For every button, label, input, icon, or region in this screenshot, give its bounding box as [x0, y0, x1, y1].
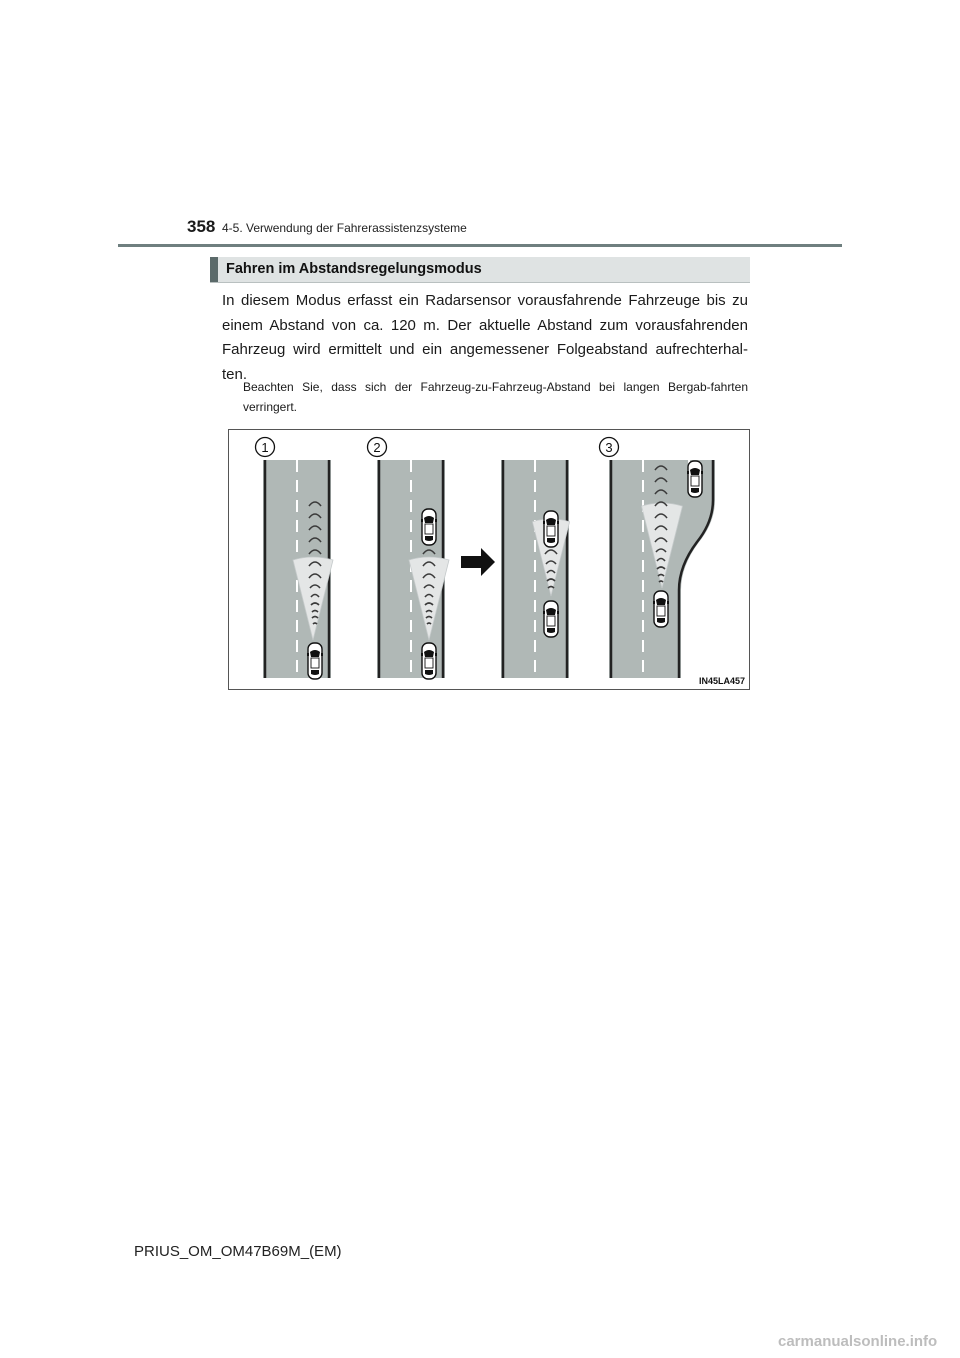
radar-illustration	[228, 429, 750, 690]
callout-2-label: 2	[373, 440, 381, 455]
page-number: 358	[187, 217, 216, 236]
footer-document-code: PRIUS_OM_OM47B69M_(EM)	[134, 1243, 342, 1260]
section-heading-bar	[210, 257, 750, 283]
note-paragraph: Beachten Sie, dass sich der Fahrzeug-zu-Fahrzeug-Abstand bei langen Bergab-fahrten verringert.	[243, 380, 748, 414]
header-divider	[118, 244, 842, 247]
heading-accent	[210, 257, 218, 282]
section-title: 4-5. Verwendung der Fahrerassistenzsysteme	[222, 221, 467, 235]
callout-3-label: 3	[605, 440, 613, 455]
section-heading: Fahren im Abstandsregelungsmodus	[226, 261, 482, 277]
callout-1-label: 1	[261, 440, 269, 455]
watermark: carmanualsonline.info	[778, 1333, 938, 1350]
body-paragraph: In diesem Modus erfasst ein Radarsensor vorausfahrende Fahrzeuge bis zu einem Abstand von ca. 120 m. Der aktuelle Abstand zum vorausfahrenden Fahrzeug wird ermittelt und ein angemessener Folgeabstand aufrechterhal-ten.	[222, 292, 748, 383]
illustration-svg	[229, 430, 749, 689]
figure-code: IN45LA457	[698, 676, 745, 686]
